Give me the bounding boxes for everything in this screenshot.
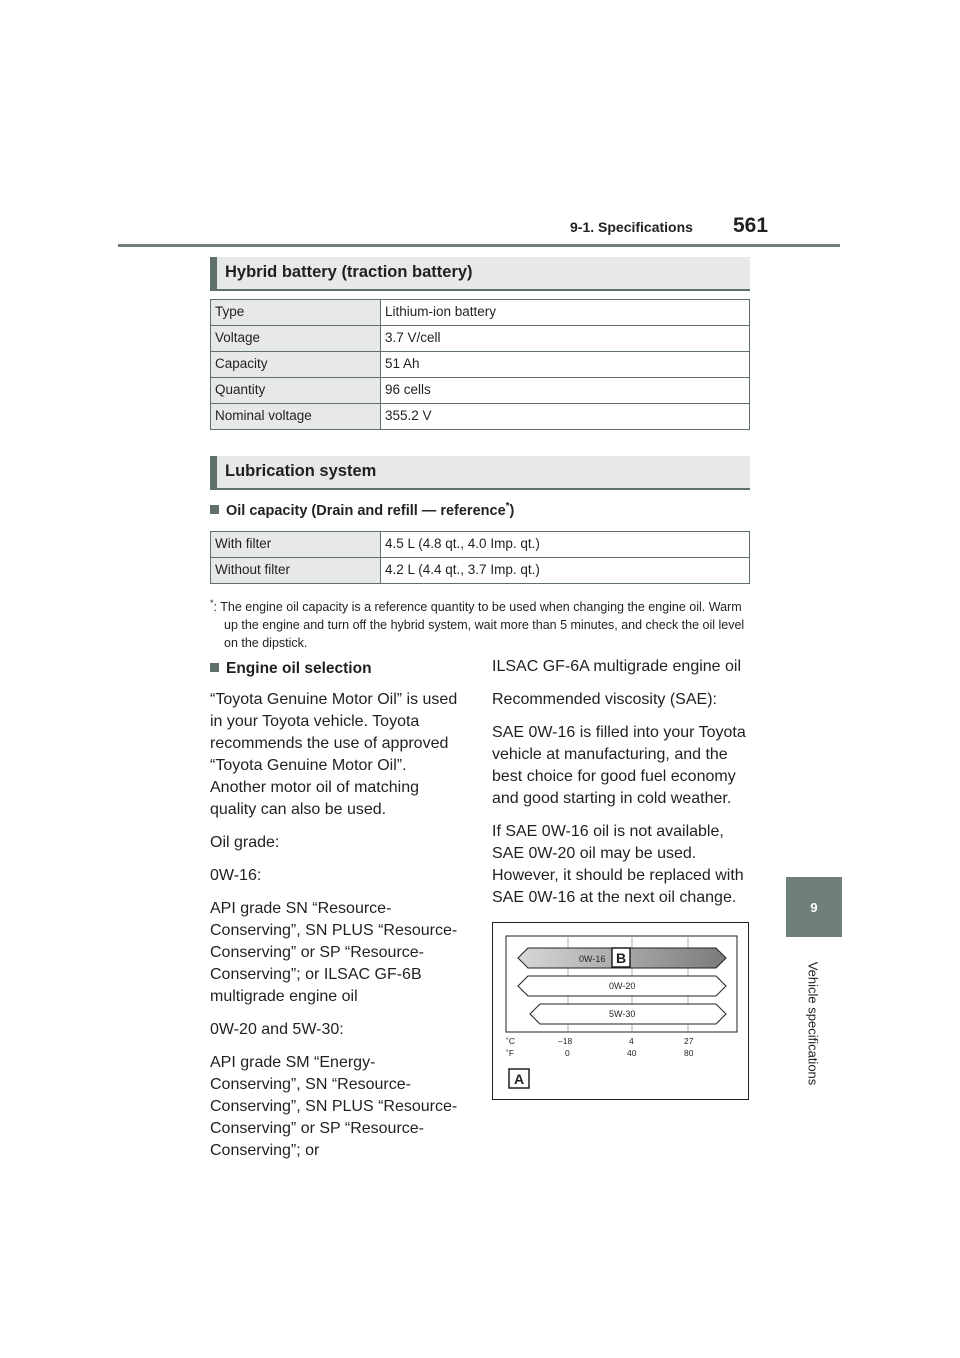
chapter-label: Vehicle specifications <box>805 961 821 1086</box>
section-title: 9-1. Specifications <box>570 219 693 235</box>
table-row <box>211 404 750 430</box>
grade-0w20-label: 0W-20 <box>609 981 636 991</box>
row-label: Voltage <box>211 326 381 352</box>
footnote-text: : The engine oil capacity is a reference quantity to be used when changing the engine oil. Warm up the engine and turn off the hybrid system, wait more than 5 minutes, and check the oil level on the dipstick. <box>213 600 745 651</box>
chapter-tab <box>786 877 842 937</box>
row-value: 51 Ah <box>381 352 750 378</box>
callout-b-label: B <box>616 950 627 966</box>
paragraph: Recommended viscosity (SAE): <box>492 691 717 708</box>
oil-capacity-table <box>210 531 750 584</box>
engine-oil-left-column <box>210 658 465 1173</box>
row-value: 355.2 V <box>381 404 750 430</box>
paragraph: SAE 0W-16 is filled into your Toyota vehicle at manufacturing, and the best choice for good fuel economy and good starting in cold weather. <box>492 724 746 807</box>
table-row <box>211 326 750 352</box>
row-value: 4.5 L (4.8 qt., 4.0 Imp. qt.) <box>381 532 750 558</box>
tick-celsius: 4 <box>629 1036 634 1046</box>
grade-5w30-label: 5W-30 <box>609 1009 636 1019</box>
footnote-mark: * <box>505 501 510 512</box>
engine-oil-heading <box>210 658 465 680</box>
paragraph: 0W-20 and 5W-30: <box>210 1021 344 1038</box>
paragraph: 0W-16: <box>210 867 262 884</box>
tick-celsius: –18 <box>558 1036 573 1046</box>
row-value: 4.2 L (4.4 qt., 3.7 Imp. qt.) <box>381 558 750 584</box>
oil-capacity-footnote <box>210 594 750 652</box>
heading-accent-bar <box>210 456 217 488</box>
paragraph: API grade SM “Energy-Conserving”, SN “Resource-Conserving”, SN PLUS “Resource-Conserving” or SP “Resource-Conserving”; or <box>210 1054 458 1159</box>
paragraph: ILSAC GF-6A multigrade engine oil <box>492 658 742 675</box>
paragraph: API grade SN “Resource-Conserving”, SN PLUS “Resource-Conserving” or SP “Resource-Conserving”; or ILSAC GF-6B multigrade engine oil <box>210 900 458 1005</box>
grade-0w16-label: 0W-16 <box>579 954 606 964</box>
square-bullet-icon <box>210 505 219 514</box>
axis-unit-fahrenheit: ˚F <box>506 1048 515 1058</box>
table-row <box>211 352 750 378</box>
lubrication-title: Lubrication system <box>225 462 377 480</box>
square-bullet-icon <box>210 663 219 672</box>
page-number: 561 <box>733 214 769 237</box>
table-row <box>211 300 750 326</box>
row-label: With filter <box>211 532 381 558</box>
heading-accent-bar <box>210 257 217 289</box>
tick-fahrenheit: 0 <box>565 1048 570 1058</box>
engine-oil-right-column <box>492 656 748 920</box>
header-divider <box>118 244 840 247</box>
oil-capacity-close: ) <box>509 502 515 519</box>
table-row <box>211 558 750 584</box>
row-label: Nominal voltage <box>211 404 381 430</box>
table-row <box>211 378 750 404</box>
footnote-mark: * <box>210 598 214 608</box>
lubrication-heading <box>210 456 750 490</box>
paragraph: If SAE 0W-16 oil is not available, SAE 0W-20 oil may be used. However, it should be replaced with SAE 0W-16 at the next oil change. <box>492 823 744 906</box>
hybrid-battery-table <box>210 299 750 430</box>
engine-oil-heading-text: Engine oil selection <box>226 660 372 677</box>
row-label: Quantity <box>211 378 381 404</box>
table-row <box>211 532 750 558</box>
hybrid-battery-heading <box>210 257 750 291</box>
row-value: 96 cells <box>381 378 750 404</box>
paragraph: “Toyota Genuine Motor Oil” is used in your Toyota vehicle. Toyota recommends the use of approved “Toyota Genuine Motor Oil”. Another motor oil of matching quality can also be used. <box>210 691 458 818</box>
row-value: Lithium-ion battery <box>381 300 750 326</box>
chapter-number: 9 <box>810 899 818 915</box>
paragraph: Oil grade: <box>210 834 280 851</box>
oil-capacity-heading <box>210 501 514 519</box>
hybrid-battery-title: Hybrid battery (traction battery) <box>225 263 473 281</box>
row-label: Without filter <box>211 558 381 584</box>
row-label: Type <box>211 300 381 326</box>
axis-unit-celsius: ˚C <box>506 1036 515 1046</box>
row-value: 3.7 V/cell <box>381 326 750 352</box>
viscosity-chart <box>492 922 749 1100</box>
tick-celsius: 27 <box>684 1036 694 1046</box>
tick-fahrenheit: 80 <box>684 1048 694 1058</box>
oil-capacity-text: Oil capacity (Drain and refill — reference <box>226 502 506 519</box>
tick-fahrenheit: 40 <box>627 1048 637 1058</box>
row-label: Capacity <box>211 352 381 378</box>
callout-a-label: A <box>514 1071 525 1087</box>
